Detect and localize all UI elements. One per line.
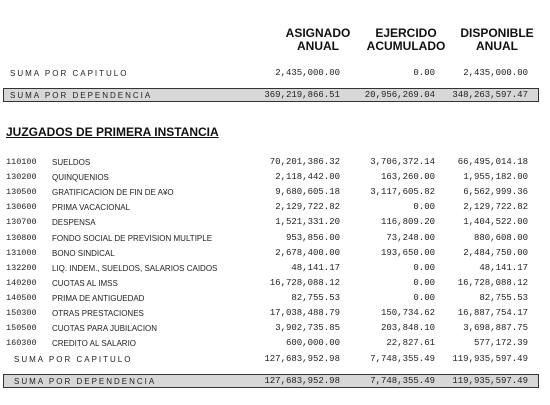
row-code: 130800 <box>6 233 37 243</box>
row-disponible: 16,728,088.12 <box>457 278 528 288</box>
row-label: BONO SINDICAL <box>52 249 115 258</box>
row-asignado: 3,902,735.85 <box>275 323 340 333</box>
row-disponible: 16,887,754.17 <box>457 308 528 318</box>
row-code: 110100 <box>6 157 37 167</box>
top-dependencia-disponible: 348,263,597.47 <box>452 90 528 100</box>
row-asignado: 16,728,088.12 <box>269 278 340 288</box>
row-asignado: 48,141.17 <box>291 263 340 273</box>
row-code: 130500 <box>6 187 37 197</box>
row-disponible: 1,404,522.00 <box>463 217 528 227</box>
bottom-dependencia-label: SUMA POR DEPENDENCIA <box>14 377 157 386</box>
header-asignado-line1: ASIGNADO <box>285 26 351 40</box>
top-dependencia-ejercido: 20,956,269.04 <box>364 90 435 100</box>
row-code: 150300 <box>6 308 37 318</box>
row-asignado: 2,678,400.00 <box>275 248 340 258</box>
top-capitulo-disponible: 2,435,000.00 <box>463 68 528 78</box>
row-label: GRATIFICACION DE FIN DE A¥O <box>52 188 174 197</box>
top-capitulo-asignado: 2,435,000.00 <box>275 68 340 78</box>
row-disponible: 577,172.39 <box>473 338 528 348</box>
row-code: 132200 <box>6 263 37 273</box>
row-code: 130700 <box>6 217 37 227</box>
row-code: 130600 <box>6 202 37 212</box>
header-ejercido-line2: ACUMULADO <box>366 39 446 53</box>
row-ejercido: 150,734.62 <box>380 308 435 318</box>
header-asignado <box>275 27 361 53</box>
bottom-capitulo-ejercido: 7,748,355.49 <box>370 354 435 364</box>
row-disponible: 2,484,750.00 <box>463 248 528 258</box>
bottom-dependencia-ejercido: 7,748,355.49 <box>370 376 435 386</box>
header-disponible-line2: ANUAL <box>476 39 518 53</box>
bottom-capitulo-asignado: 127,683,952.98 <box>264 354 340 364</box>
row-ejercido: 203,848.10 <box>380 323 435 333</box>
row-ejercido: 3,706,372.14 <box>370 157 435 167</box>
row-asignado: 1,521,331.20 <box>275 217 340 227</box>
top-dependencia-label: SUMA POR DEPENDENCIA <box>10 91 153 100</box>
row-code: 131000 <box>6 248 37 258</box>
header-disponible-line1: DISPONIBLE <box>460 26 534 40</box>
row-ejercido: 116,809.20 <box>380 217 435 227</box>
header-ejercido <box>361 27 451 53</box>
row-ejercido: 0.00 <box>413 278 435 288</box>
row-label: LIQ. INDEM., SUELDOS, SALARIOS CAIDOS <box>52 264 218 273</box>
row-ejercido: 73,248.00 <box>386 233 435 243</box>
row-ejercido: 193,650.00 <box>380 248 435 258</box>
row-asignado: 2,118,442.00 <box>275 172 340 182</box>
row-ejercido: 3,117,605.82 <box>370 187 435 197</box>
row-label: QUINQUENIOS <box>52 173 109 182</box>
row-ejercido: 163,260.00 <box>380 172 435 182</box>
row-disponible: 3,698,887.75 <box>463 323 528 333</box>
row-label: PRIMA VACACIONAL <box>52 203 131 212</box>
top-capitulo-ejercido: 0.00 <box>413 68 435 78</box>
row-label: CREDITO AL SALARIO <box>52 339 137 348</box>
row-label: CUOTAS AL IMSS <box>52 279 118 288</box>
row-code: 140200 <box>6 278 37 288</box>
row-code: 150500 <box>6 323 37 333</box>
row-asignado: 70,201,386.32 <box>269 157 340 167</box>
row-disponible: 48,141.17 <box>479 263 528 273</box>
row-label: CUOTAS PARA JUBILACION <box>52 324 158 333</box>
row-label: PRIMA DE ANTIGUEDAD <box>52 294 145 303</box>
header-disponible <box>451 27 543 53</box>
bottom-dependencia-disponible: 119,935,597.49 <box>452 376 528 386</box>
row-disponible: 2,129,722.82 <box>463 202 528 212</box>
row-asignado: 953,856.00 <box>285 233 340 243</box>
row-disponible: 6,562,999.36 <box>463 187 528 197</box>
row-asignado: 82,755.53 <box>291 293 340 303</box>
row-code: 140500 <box>6 293 37 303</box>
row-disponible: 1,955,182.00 <box>463 172 528 182</box>
row-disponible: 82,755.53 <box>479 293 528 303</box>
section-title: JUZGADOS DE PRIMERA INSTANCIA <box>6 125 219 139</box>
bottom-capitulo-disponible: 119,935,597.49 <box>452 354 528 364</box>
bottom-dependencia-asignado: 127,683,952.98 <box>264 376 340 386</box>
top-dependencia-asignado: 369,219,866.51 <box>264 90 340 100</box>
bottom-capitulo-label: SUMA POR CAPITULO <box>14 355 133 364</box>
header-asignado-line2: ANUAL <box>297 39 339 53</box>
row-code: 160300 <box>6 338 37 348</box>
row-disponible: 66,495,014.18 <box>457 157 528 167</box>
row-code: 130200 <box>6 172 37 182</box>
row-disponible: 880,608.00 <box>473 233 528 243</box>
row-asignado: 600,000.00 <box>285 338 340 348</box>
row-label: FONDO SOCIAL DE PREVISION MULTIPLE <box>52 234 213 243</box>
row-ejercido: 0.00 <box>413 293 435 303</box>
top-capitulo-label: SUMA POR CAPITULO <box>10 69 129 78</box>
row-asignado: 17,038,488.79 <box>269 308 340 318</box>
row-ejercido: 22,827.61 <box>386 338 435 348</box>
header-ejercido-line1: EJERCIDO <box>375 26 437 40</box>
row-label: SUELDOS <box>52 158 91 167</box>
row-ejercido: 0.00 <box>413 263 435 273</box>
row-label: OTRAS PRESTACIONES <box>52 309 144 318</box>
row-asignado: 9,680,605.18 <box>275 187 340 197</box>
row-label: DESPENSA <box>52 218 96 227</box>
row-asignado: 2,129,722.82 <box>275 202 340 212</box>
row-ejercido: 0.00 <box>413 202 435 212</box>
